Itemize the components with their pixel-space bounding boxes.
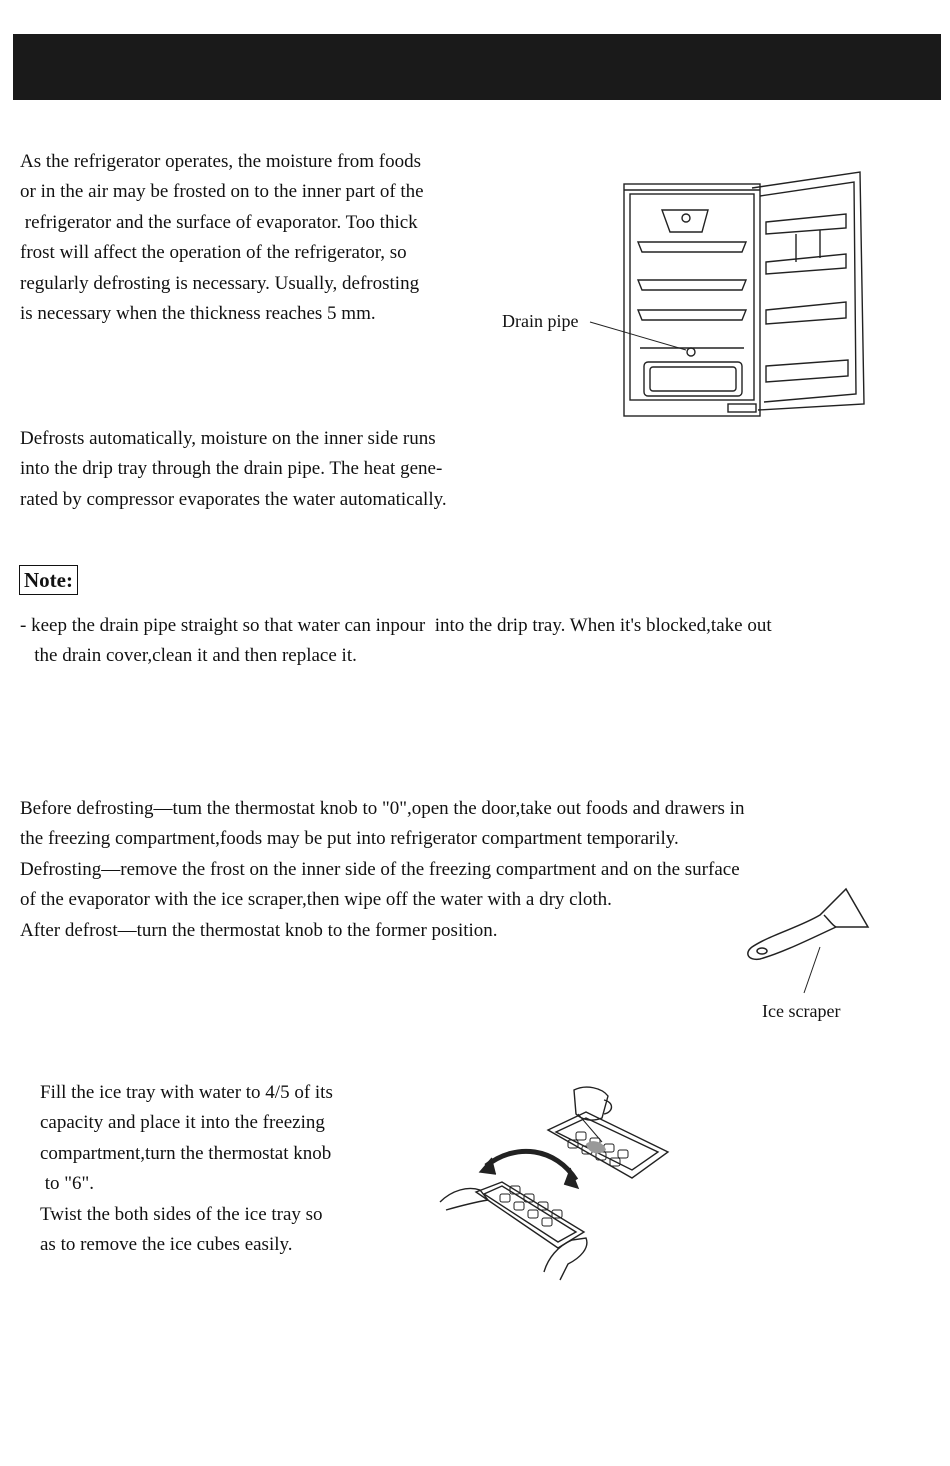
text-line: is necessary when the thickness reaches 5 mm. (20, 303, 376, 325)
ice-scraper-illustration (740, 885, 880, 995)
auto-defrost-paragraph (20, 424, 520, 515)
text-line: - keep the drain pipe straight so that water can inpour into the drip tray. When it's blocked,take out (20, 615, 772, 636)
ice-scraper-label: Ice scraper (762, 1001, 841, 1021)
text-line: capacity and place it into the freezing (40, 1112, 325, 1134)
text-line: or in the air may be frosted on to the inner part of the (20, 181, 424, 203)
text-line: After defrost—turn the thermostat knob to the former position. (20, 919, 498, 941)
text-line: of the evaporator with the ice scraper,then wipe off the water with a dry cloth. (20, 889, 612, 911)
manual-defrost-paragraph (20, 794, 860, 946)
text-line: rated by compressor evaporates the water automatically. (20, 488, 447, 510)
text-line: Before defrosting—tum the thermostat knob to "0",open the door,take out foods and drawers in (20, 798, 745, 819)
text-line: as to remove the ice cubes easily. (40, 1234, 293, 1256)
text-line: refrigerator and the surface of evaporator. Too thick (20, 211, 418, 233)
text-line: the drain cover,clean it and then replace it. (20, 645, 357, 667)
ice-tray-illustration (436, 1082, 676, 1282)
text-line: to "6". (40, 1173, 95, 1195)
intro-paragraph (20, 147, 490, 329)
text-line: Defrosts automatically, moisture on the inner side runs (20, 428, 436, 449)
refrigerator-illustration (490, 170, 870, 430)
ice-tray-paragraph (40, 1078, 390, 1260)
text-line: Twist the both sides of the ice tray so (40, 1203, 323, 1225)
text-line: regularly defrosting is necessary. Usually, defrosting (20, 272, 420, 294)
text-line: Fill the ice tray with water to 4/5 of its (40, 1082, 333, 1103)
text-line: Defrosting—remove the frost on the inner side of the freezing compartment and on the surface (20, 858, 740, 880)
header-bar (13, 34, 941, 100)
text-line: As the refrigerator operates, the moisture from foods (20, 151, 421, 172)
text-line: frost will affect the operation of the refrigerator, so (20, 242, 407, 264)
text-line: the freezing compartment,foods may be put into refrigerator compartment temporarily. (20, 828, 679, 850)
text-line: into the drip tray through the drain pipe. The heat gene- (20, 458, 443, 480)
text-line: compartment,turn the thermostat knob (40, 1142, 332, 1164)
drain-pipe-label: Drain pipe (502, 311, 579, 331)
note-paragraph (20, 611, 900, 672)
note-label: Note: (19, 565, 78, 595)
